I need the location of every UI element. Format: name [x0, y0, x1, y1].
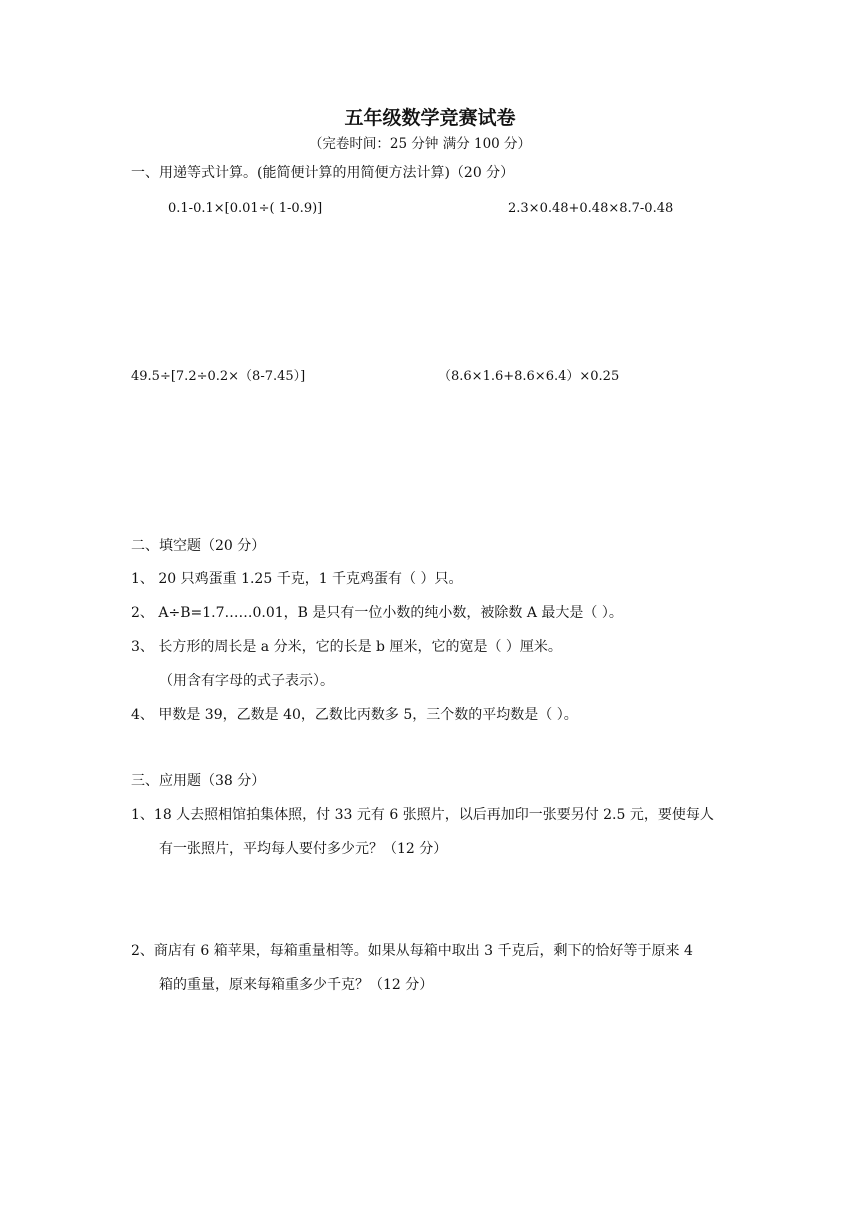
word-problem-1-line1: 1、18 人去照相馆拍集体照，付 33 元有 6 张照片，以后再加印一张要另付 2.5 元，要使每人: [131, 807, 714, 823]
calc-problem-2: 2.3×0.48+0.48×8.7-0.48: [508, 201, 674, 216]
section3-heading: 三、应用题（38 分）: [131, 773, 266, 789]
section2-heading: 二、填空题（20 分）: [131, 538, 266, 554]
word-problem-2-line1: 2、商店有 6 箱苹果，每箱重量相等。如果从每箱中取出 3 千克后，剩下的恰好等于原来 4: [131, 943, 693, 959]
fill-item-1: 1、 20 只鸡蛋重 1.25 千克，1 千克鸡蛋有（ ）只。: [131, 571, 463, 587]
word-problem-2-line2: 箱的重量，原来每箱重多少千克？（12 分）: [159, 977, 434, 993]
calc-problem-1: 0.1-0.1×[0.01÷( 1-0.9)]: [168, 201, 323, 216]
exam-subtitle: （完卷时间：25 分钟 满分 100 分）: [308, 136, 532, 152]
fill-item-3-note: （用含有字母的式子表示）。: [159, 673, 334, 689]
fill-item-4: 4、 甲数是 39，乙数是 40，乙数比丙数多 5，三个数的平均数是（ ）。: [131, 707, 578, 723]
calc-problem-4: （8.6×1.6+8.6×6.4）×0.25: [438, 369, 620, 384]
page-title: 五年级数学竞赛试卷: [344, 107, 516, 129]
word-problem-1-line2: 有一张照片，平均每人要付多少元？（12 分）: [159, 841, 448, 857]
fill-item-2: 2、 A÷B=1.7……0.01，B 是只有一位小数的纯小数，被除数 A 最大是（ ）。: [131, 605, 623, 621]
calc-problem-3: 49.5÷[7.2÷0.2×（8-7.45）]: [131, 369, 306, 384]
fill-item-3: 3、 长方形的周长是 a 分米，它的长是 b 厘米，它的宽是（ ）厘米。: [131, 639, 562, 655]
section1-heading: 一、用递等式计算。(能简便计算的用简便方法计算)（20 分）: [131, 165, 515, 181]
